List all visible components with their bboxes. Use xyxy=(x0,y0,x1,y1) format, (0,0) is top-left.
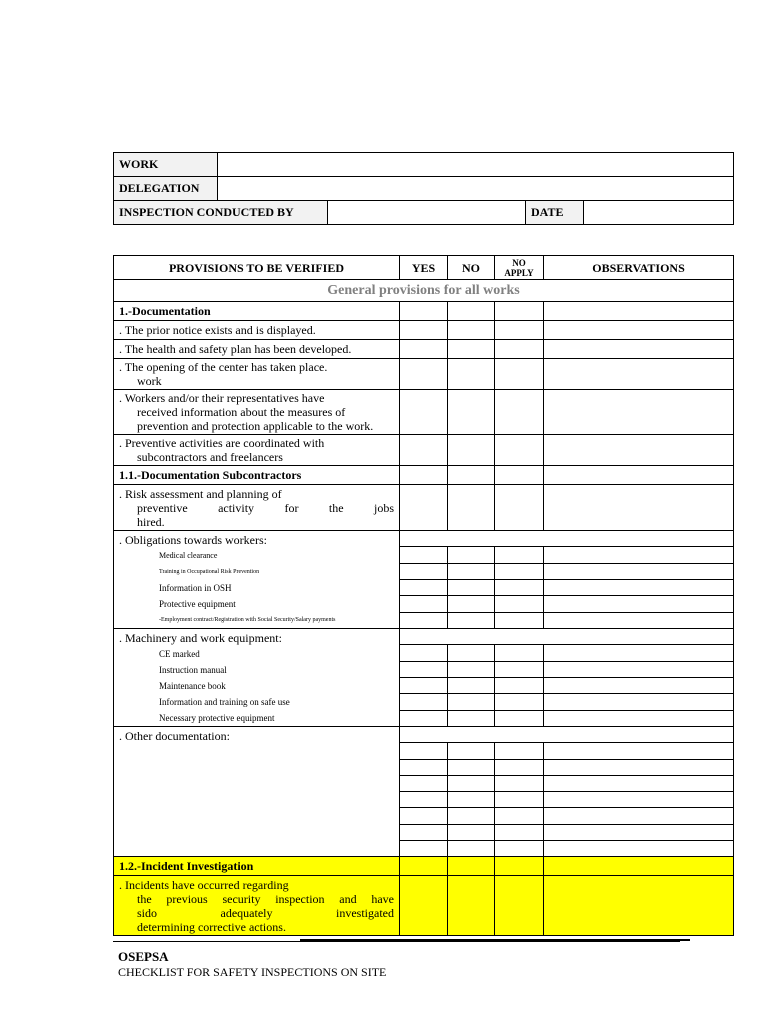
no-cell[interactable] xyxy=(448,661,495,677)
general-provisions-title: General provisions for all works xyxy=(114,280,734,302)
observations-header: OBSERVATIONS xyxy=(544,256,734,280)
yes-cell[interactable] xyxy=(400,857,448,876)
observations-cell[interactable] xyxy=(544,840,734,856)
doc-item-opening xyxy=(114,359,400,390)
no-cell[interactable] xyxy=(448,390,495,435)
no-apply-header xyxy=(495,256,544,280)
observations-cell[interactable] xyxy=(544,302,734,321)
na-cell[interactable] xyxy=(495,710,544,726)
na-cell[interactable] xyxy=(495,321,544,340)
doc-item-workers-info xyxy=(114,390,400,435)
yes-cell[interactable] xyxy=(400,340,448,359)
observations-cell[interactable] xyxy=(544,359,734,390)
observations-cell[interactable] xyxy=(544,579,734,595)
yes-cell[interactable] xyxy=(400,759,448,775)
na-cell[interactable] xyxy=(495,876,544,936)
yes-cell[interactable] xyxy=(400,808,448,824)
other-doc-box-icon xyxy=(119,840,394,856)
observations-cell[interactable] xyxy=(544,612,734,628)
yes-cell[interactable] xyxy=(400,612,448,628)
date-field[interactable] xyxy=(584,201,734,225)
yes-cell[interactable] xyxy=(400,547,448,563)
no-cell[interactable] xyxy=(448,579,495,595)
na-cell[interactable] xyxy=(495,759,544,775)
na-cell[interactable] xyxy=(495,775,544,791)
observations-cell[interactable] xyxy=(544,824,734,840)
machinery-maintenance: Maintenance book xyxy=(159,681,226,691)
delegation-label: DELEGATION xyxy=(114,177,218,201)
doc-item-opening-line1: . The opening of the center has taken place. xyxy=(119,360,328,374)
machinery-group xyxy=(114,629,400,727)
no-cell[interactable] xyxy=(448,876,495,936)
no-cell[interactable] xyxy=(448,824,495,840)
doc-item-workers-line3: prevention and protection applicable to the work. xyxy=(137,419,374,433)
no-cell[interactable] xyxy=(448,321,495,340)
no-cell[interactable] xyxy=(448,743,495,759)
no-cell[interactable] xyxy=(448,775,495,791)
na-cell[interactable] xyxy=(495,645,544,661)
na-cell[interactable] xyxy=(495,840,544,856)
yes-cell[interactable] xyxy=(400,579,448,595)
yes-cell[interactable] xyxy=(400,677,448,693)
no-header: NO xyxy=(448,256,495,280)
na-cell[interactable] xyxy=(495,824,544,840)
doc-item-health-plan: . The health and safety plan has been developed. xyxy=(114,340,400,359)
machinery-manual: Instruction manual xyxy=(159,665,227,675)
sub-item-risk-line3: hired. xyxy=(137,514,165,529)
no-cell[interactable] xyxy=(448,547,495,563)
observations-cell[interactable] xyxy=(544,710,734,726)
work-label: WORK xyxy=(114,153,218,177)
yes-cell[interactable] xyxy=(400,743,448,759)
na-cell[interactable] xyxy=(495,359,544,390)
observations-cell[interactable] xyxy=(544,677,734,693)
na-cell[interactable] xyxy=(495,612,544,628)
observations-cell[interactable] xyxy=(544,759,734,775)
machinery-ce: CE marked xyxy=(159,649,200,659)
na-cell[interactable] xyxy=(495,302,544,321)
doc-item-preventive-line1: . Preventive activities are coordinated with xyxy=(119,436,325,450)
yes-cell[interactable] xyxy=(400,321,448,340)
yes-cell[interactable] xyxy=(400,359,448,390)
incident-line2: the previous security inspection and have xyxy=(137,891,394,906)
observations-cell[interactable] xyxy=(544,808,734,824)
other-docs-group xyxy=(114,727,400,857)
observations-cell[interactable] xyxy=(544,435,734,466)
other-doc-box-icon xyxy=(119,792,394,808)
yes-cell[interactable] xyxy=(400,694,448,710)
obligations-title: . Obligations towards workers: xyxy=(119,533,267,547)
no-cell[interactable] xyxy=(448,677,495,693)
footer-divider xyxy=(113,941,680,942)
yes-cell[interactable] xyxy=(400,596,448,612)
sub-item-risk-line1: . Risk assessment and planning of xyxy=(119,486,282,501)
yes-cell[interactable] xyxy=(400,710,448,726)
na-cell[interactable] xyxy=(495,579,544,595)
no-cell[interactable] xyxy=(448,485,495,531)
obligation-info-osh: Information in OSH xyxy=(159,583,232,593)
yes-cell[interactable] xyxy=(400,840,448,856)
observations-cell[interactable] xyxy=(544,661,734,677)
no-cell[interactable] xyxy=(448,710,495,726)
na-cell[interactable] xyxy=(495,340,544,359)
observations-cell[interactable] xyxy=(544,466,734,485)
observations-cell[interactable] xyxy=(544,390,734,435)
observations-cell[interactable] xyxy=(544,340,734,359)
incident-item xyxy=(114,876,400,936)
observations-cell[interactable] xyxy=(544,547,734,563)
section-subcontractors: 1.1.-Documentation Subcontractors xyxy=(114,466,400,485)
section-incident: 1.2.-Incident Investigation xyxy=(114,857,400,876)
sub-item-risk-line2: preventive activity for the jobs xyxy=(137,500,394,515)
obligation-contract: -Employment contract/Registration with Social Security/Salary payments xyxy=(159,617,336,623)
doc-item-opening-line2: work xyxy=(137,374,162,388)
obligations-group xyxy=(114,531,400,629)
yes-cell[interactable] xyxy=(400,563,448,579)
section-documentation: 1.-Documentation xyxy=(114,302,400,321)
yes-cell[interactable] xyxy=(400,792,448,808)
yes-cell[interactable] xyxy=(400,824,448,840)
no-cell[interactable] xyxy=(448,340,495,359)
machinery-training: Information and training on safe use xyxy=(159,697,290,707)
date-label: DATE xyxy=(526,201,584,225)
other-doc-box-icon xyxy=(119,824,394,840)
yes-cell[interactable] xyxy=(400,645,448,661)
observations-cell[interactable] xyxy=(544,563,734,579)
inspection-by-field[interactable] xyxy=(328,201,526,225)
no-cell[interactable] xyxy=(448,792,495,808)
obligation-training: Training in Occupational Risk Prevention xyxy=(159,569,260,575)
no-cell[interactable] xyxy=(448,596,495,612)
yes-cell[interactable] xyxy=(400,775,448,791)
provisions-header: PROVISIONS TO BE VERIFIED xyxy=(114,256,400,280)
other-doc-box-icon xyxy=(119,808,394,824)
incident-line1: . Incidents have occurred regarding xyxy=(119,877,289,892)
no-cell[interactable] xyxy=(448,808,495,824)
no-cell[interactable] xyxy=(448,435,495,466)
na-cell[interactable] xyxy=(495,694,544,710)
no-cell[interactable] xyxy=(448,759,495,775)
no-apply-line1: NO xyxy=(512,257,526,268)
no-cell[interactable] xyxy=(448,466,495,485)
na-cell[interactable] xyxy=(495,596,544,612)
na-cell[interactable] xyxy=(495,485,544,531)
footer-title: CHECKLIST FOR SAFETY INSPECTIONS ON SITE xyxy=(118,965,387,979)
yes-cell[interactable] xyxy=(400,390,448,435)
yes-cell[interactable] xyxy=(400,876,448,936)
observations-cell[interactable] xyxy=(544,876,734,936)
doc-item-preventive-line2: subcontractors and freelancers xyxy=(137,450,283,464)
checklist-table xyxy=(113,255,734,936)
machinery-header-cell xyxy=(400,629,734,645)
delegation-field[interactable] xyxy=(218,177,734,201)
yes-cell[interactable] xyxy=(400,485,448,531)
na-cell[interactable] xyxy=(495,466,544,485)
observations-cell[interactable] xyxy=(544,792,734,808)
sub-item-risk-assessment xyxy=(114,485,400,531)
observations-cell[interactable] xyxy=(544,321,734,340)
other-docs-header-cell xyxy=(400,727,734,743)
incident-line3: sido adequately investigated xyxy=(137,905,394,920)
no-cell[interactable] xyxy=(448,840,495,856)
no-cell[interactable] xyxy=(448,612,495,628)
other-doc-box-icon xyxy=(119,776,394,792)
no-cell[interactable] xyxy=(448,694,495,710)
yes-header: YES xyxy=(400,256,448,280)
other-docs-title: . Other documentation: xyxy=(119,729,230,743)
na-cell[interactable] xyxy=(495,792,544,808)
na-cell[interactable] xyxy=(495,563,544,579)
observations-cell[interactable] xyxy=(544,857,734,876)
inspection-info-table xyxy=(113,152,734,225)
na-cell[interactable] xyxy=(495,808,544,824)
no-apply-line2: APPLY xyxy=(504,267,534,278)
incident-line4: determining corrective actions. xyxy=(137,919,286,934)
obligation-protective: Protective equipment xyxy=(159,599,236,609)
machinery-protective: Necessary protective equipment xyxy=(159,713,275,723)
yes-cell[interactable] xyxy=(400,466,448,485)
no-cell[interactable] xyxy=(448,302,495,321)
na-cell[interactable] xyxy=(495,435,544,466)
na-cell[interactable] xyxy=(495,743,544,759)
work-field[interactable] xyxy=(218,153,734,177)
no-cell[interactable] xyxy=(448,857,495,876)
na-cell[interactable] xyxy=(495,547,544,563)
na-cell[interactable] xyxy=(495,661,544,677)
obligation-medical: Medical clearance xyxy=(159,551,218,560)
doc-item-prior-notice: . The prior notice exists and is displayed. xyxy=(114,321,400,340)
other-doc-box-icon xyxy=(119,760,394,776)
inspection-by-label: INSPECTION CONDUCTED BY xyxy=(114,201,328,225)
yes-cell[interactable] xyxy=(400,661,448,677)
machinery-title: . Machinery and work equipment: xyxy=(119,631,282,645)
na-cell[interactable] xyxy=(495,677,544,693)
observations-cell[interactable] xyxy=(544,743,734,759)
na-cell[interactable] xyxy=(495,390,544,435)
doc-item-workers-line2: received information about the measures of xyxy=(137,405,346,419)
observations-cell[interactable] xyxy=(544,694,734,710)
footer-org: OSEPSA xyxy=(118,949,169,964)
doc-item-workers-line1: . Workers and/or their representatives have xyxy=(119,391,325,405)
na-cell[interactable] xyxy=(495,857,544,876)
observations-cell[interactable] xyxy=(544,485,734,531)
yes-cell[interactable] xyxy=(400,302,448,321)
no-cell[interactable] xyxy=(448,359,495,390)
yes-cell[interactable] xyxy=(400,435,448,466)
observations-cell[interactable] xyxy=(544,596,734,612)
no-cell[interactable] xyxy=(448,645,495,661)
observations-cell[interactable] xyxy=(544,645,734,661)
observations-cell[interactable] xyxy=(544,775,734,791)
other-doc-box-icon xyxy=(119,744,394,760)
doc-item-preventive xyxy=(114,435,400,466)
obligations-header-cell xyxy=(400,531,734,547)
no-cell[interactable] xyxy=(448,563,495,579)
